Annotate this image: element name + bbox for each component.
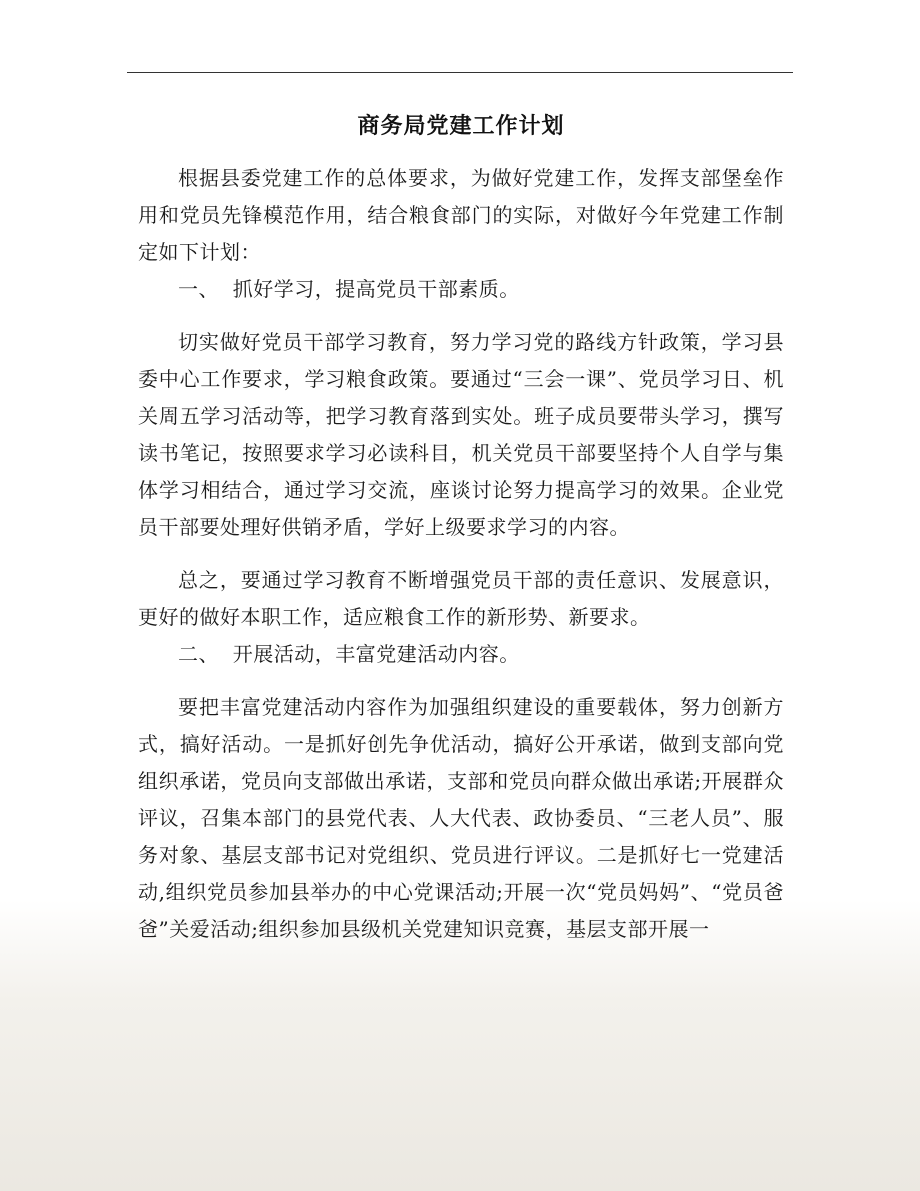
section-heading-1: 一、 抓好学习，提高党员干部素质。 [178, 277, 520, 301]
paragraph-activities: 要把丰富党建活动内容作为加强组织建设的重要载体，努力创新方式，搞好活动。一是抓好创先争优活动，搞好公开承诺，做到支部向党组织承诺，党员向支部做出承诺，支部和党员向群众做出承诺;开展群众评议，召集本部门的县党代表、人大代表、政协委员、“三老人员”、服务对象、基层支部书记对党组织、党员进行评议。二是抓好七一党建活动,组织党员参加县举办的中心党课活动;开展一次“党员妈妈”、“党员爸爸”关爱活动;组织参加县级机关党建知识竞赛，基层支部开展一 [138, 695, 784, 941]
paragraph-summary: 总之，要通过学习教育不断增强党员干部的责任意识、发展意识，更好的做好本职工作，适应粮食工作的新形势、新要求。 [138, 568, 784, 629]
paragraph-intro: 根据县委党建工作的总体要求，为做好党建工作，发挥支部堡垒作用和党员先锋模范作用，结合粮食部门的实际，对做好今年党建工作制定如下计划： [138, 166, 784, 264]
document-body [138, 108, 784, 948]
header-rule [127, 72, 793, 73]
section-heading-2: 二、 开展活动，丰富党建活动内容。 [178, 642, 520, 666]
paragraph-study: 切实做好党员干部学习教育，努力学习党的路线方针政策，学习县委中心工作要求，学习粮食政策。要通过“三会一课”、党员学习日、机关周五学习活动等，把学习教育落到实处。班子成员要带头学习，撰写读书笔记，按照要求学习必读科目，机关党员干部要坚持个人自学与集体学习相结合，通过学习交流，座谈讨论努力提高学习的效果。企业党员干部要处理好供销矛盾，学好上级要求学习的内容。 [138, 330, 784, 539]
document-title: 商务局党建工作计划 [357, 113, 565, 139]
